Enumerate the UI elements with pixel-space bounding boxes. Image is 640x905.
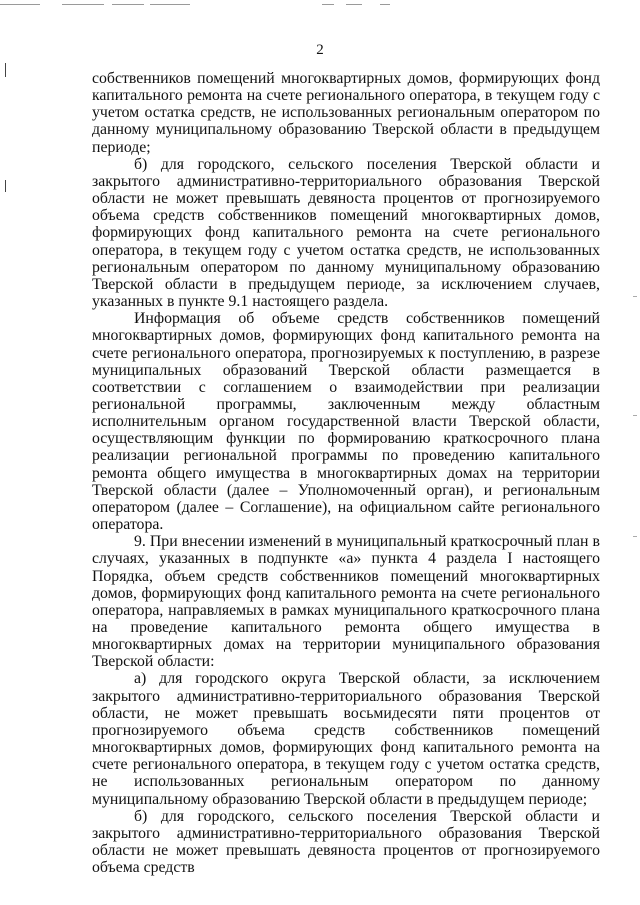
scan-margin-mark	[633, 536, 637, 537]
paragraph-information: Информация об объеме средств собственников помещений многоквартирных домов, формирующих фонд капитального ремонта на счете регионального оператора, прогнозируемых к поступлению, в разрезе муниципальных образований Тверской области размещается в соответствии с соглашением о взаимодействии при реализации региональной программы, заключенным между областным исполнительным органом государственной власти Тверской области, осуществляющим функции по формированию краткосрочного плана реализации региональной программы по проведению капитального ремонта общего имущества в многоквартирных домах на территории Тверской области (далее – Уполномоченный орган), и региональным оператором (далее – Соглашение), на официальном сайте регионального оператора.	[92, 310, 600, 534]
paragraph-subitem-b-2: б) для городского, сельского поселения Тверской области и закрытого административно-территориального образования Тверской области не может превышать девяноста процентов от прогнозируемого объема средств	[92, 807, 600, 877]
paragraph-subitem-a: а) для городского округа Тверской области, за исключением закрытого административно-территориального образования Тверской области, не может превышать восьмидесяти пяти процентов от прогнозируемого объема средств собственников помещений многоквартирных домов, формирующих фонд капитального ремонта на счете регионального оператора, в текущем году с учетом остатка средств, не использованных региональным оператором по данному муниципальному образованию Тверской области в предыдущем периоде;	[92, 670, 600, 808]
scan-artifact-top	[0, 4, 400, 8]
document-body	[92, 70, 600, 876]
scan-margin-mark	[633, 296, 637, 297]
scan-margin-mark	[5, 180, 6, 192]
paragraph-continuation: собственников помещений многоквартирных домов, формирующих фонд капитального ремонта на счете регионального оператора, в текущем году с учетом остатка средств, не использованных региональным оператором по данному муниципальному образованию Тверской области в предыдущем периоде;	[92, 70, 600, 156]
scan-margin-mark	[633, 415, 637, 416]
paragraph-item-9: 9. При внесении изменений в муниципальный краткосрочный план в случаях, указанных в подпункте «а» пункта 4 раздела I настоящего Порядка, объем средств собственников помещений многоквартирных домов, формирующих фонд капитального ремонта на счете регионального оператора, направляемых в рамках муниципального краткосрочного плана на проведение капитального ремонта общего имущества в многоквартирных домах на территории муниципального образования Тверской области:	[92, 533, 600, 671]
paragraph-subitem-b: б) для городского, сельского поселения Тверской области и закрытого административно-территориального образования Тверской области не может превышать девяноста процентов от прогнозируемого объема средств собственников помещений многоквартирных домов, формирующих фонд капитального ремонта на счете регионального оператора, в текущем году с учетом остатка средств, не использованных региональным оператором по данному муниципальному образованию Тверской области в предыдущем периоде, за исключением случаев, указанных в пункте 9.1 настоящего раздела.	[92, 155, 600, 311]
page-number: 2	[316, 42, 324, 58]
scan-margin-mark	[5, 63, 6, 77]
